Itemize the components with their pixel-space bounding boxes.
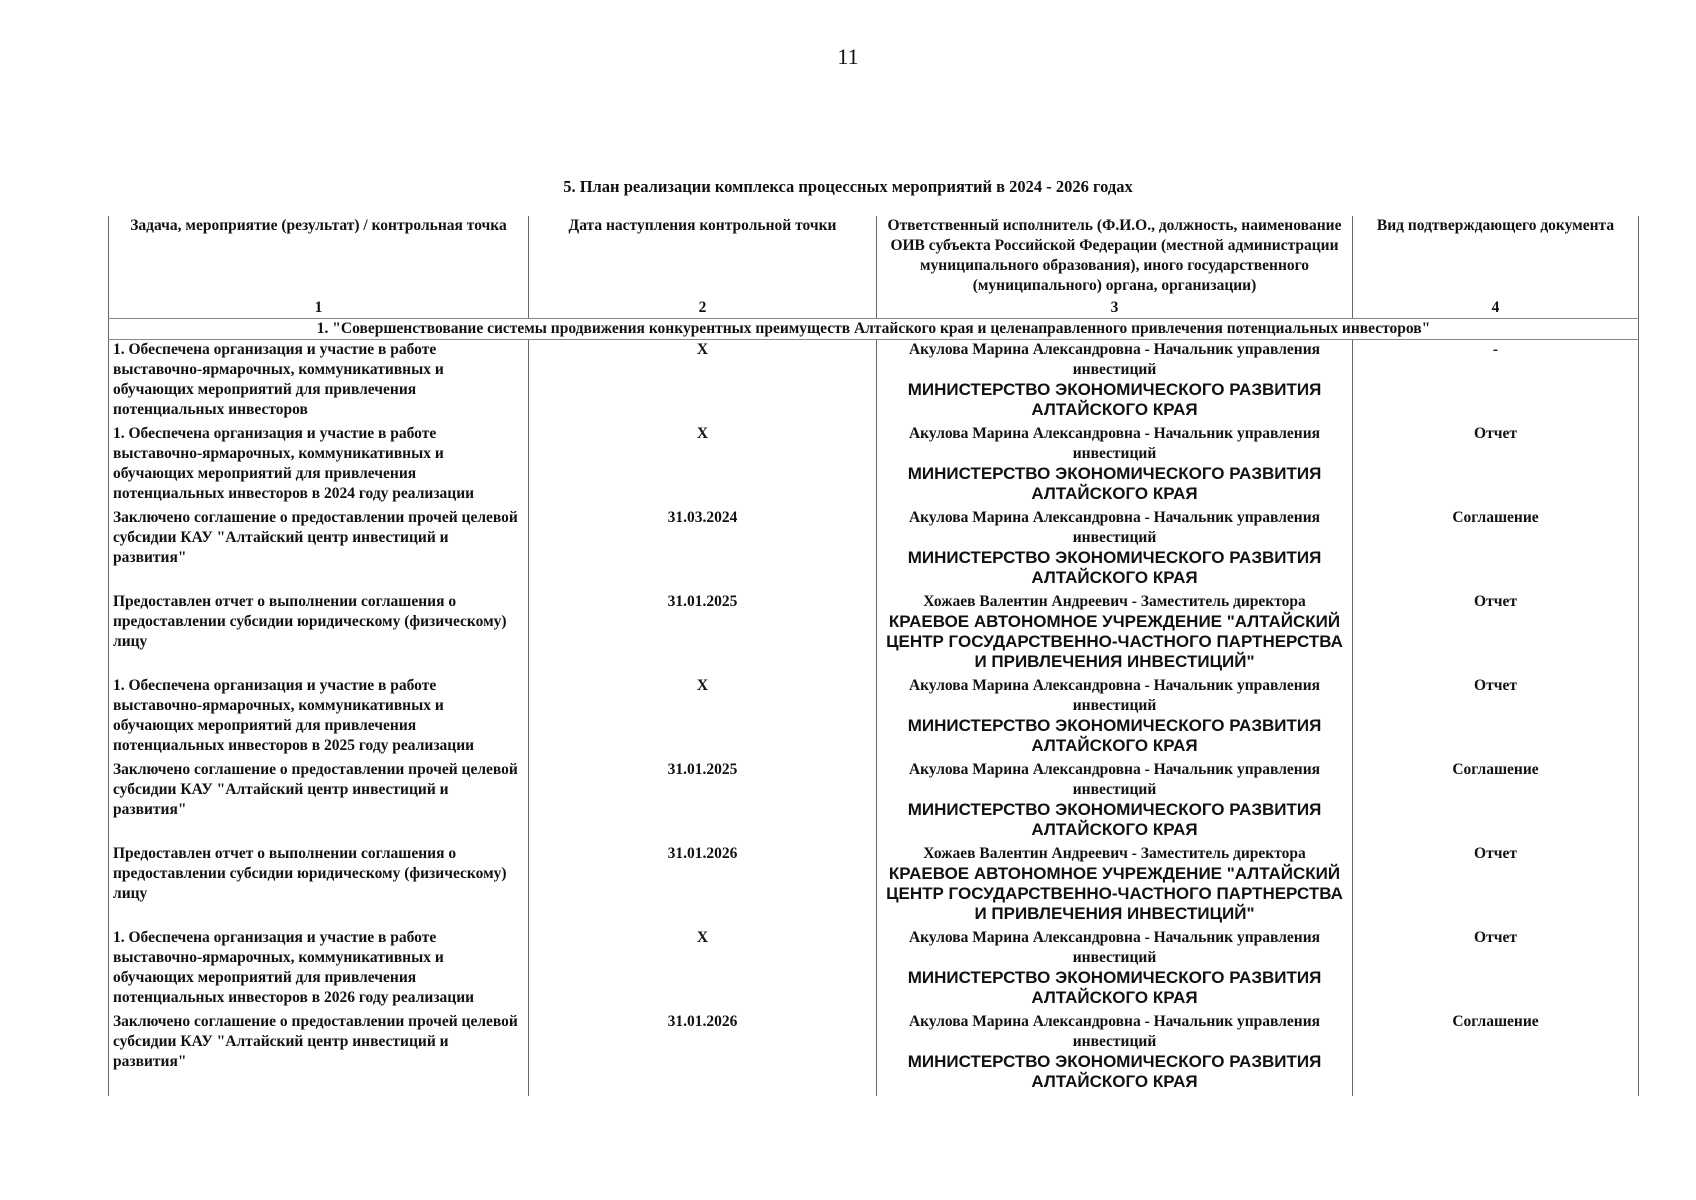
header-date: Дата наступления контрольной точки bbox=[529, 216, 877, 298]
document-type-cell: Отчет bbox=[1353, 928, 1639, 1012]
task-cell: Предоставлен отчет о выполнении соглашения о предоставлении субсидии юридическому (физическому) лицу bbox=[109, 592, 529, 676]
column-number: 2 bbox=[529, 298, 877, 319]
task-cell: Заключено соглашение о предоставлении прочей целевой субсидии КАУ "Алтайский центр инвестиций и развития" bbox=[109, 760, 529, 844]
responsible-cell bbox=[877, 676, 1353, 760]
document-type-cell: Отчет bbox=[1353, 676, 1639, 760]
responsible-cell bbox=[877, 928, 1353, 1012]
task-cell: 1. Обеспечена организация и участие в работе выставочно-ярмарочных, коммуникативных и обучающих мероприятий для привлечения потенциальных инвесторов в 2026 году реализации bbox=[109, 928, 529, 1012]
task-cell: Предоставлен отчет о выполнении соглашения о предоставлении субсидии юридическому (физическому) лицу bbox=[109, 844, 529, 928]
page-number: 11 bbox=[837, 44, 859, 69]
document-type-cell: Соглашение bbox=[1353, 1012, 1639, 1096]
column-number: 3 bbox=[877, 298, 1353, 319]
responsible-cell bbox=[877, 760, 1353, 844]
header-responsible: Ответственный исполнитель (Ф.И.О., должность, наименование ОИВ субъекта Российской Федерации (местной администрации муниципального образования), иного государственного (муниципального) органа, организации) bbox=[877, 216, 1353, 298]
date-cell: 31.01.2025 bbox=[529, 592, 877, 676]
date-cell: 31.03.2024 bbox=[529, 508, 877, 592]
document-type-cell: Соглашение bbox=[1353, 508, 1639, 592]
responsible-cell bbox=[877, 592, 1353, 676]
responsible-person: Акулова Марина Александровна - Начальник управления инвестиций bbox=[908, 929, 1321, 966]
document-type-cell: - bbox=[1353, 340, 1639, 425]
responsible-cell bbox=[877, 340, 1353, 425]
responsible-organization: КРАЕВОЕ АВТОНОМНОЕ УЧРЕЖДЕНИЕ "АЛТАЙСКИЙ ЦЕНТР ГОСУДАРСТВЕННО-ЧАСТНОГО ПАРТНЕРСТВА И ПРИВЛЕЧЕНИЯ ИНВЕСТИЦИЙ" bbox=[886, 864, 1343, 923]
document-type-cell: Отчет bbox=[1353, 844, 1639, 928]
table-row bbox=[109, 592, 1639, 676]
task-cell: Заключено соглашение о предоставлении прочей целевой субсидии КАУ "Алтайский центр инвестиций и развития" bbox=[109, 1012, 529, 1096]
responsible-cell bbox=[877, 508, 1353, 592]
responsible-organization: КРАЕВОЕ АВТОНОМНОЕ УЧРЕЖДЕНИЕ "АЛТАЙСКИЙ ЦЕНТР ГОСУДАРСТВЕННО-ЧАСТНОГО ПАРТНЕРСТВА И ПРИВЛЕЧЕНИЯ ИНВЕСТИЦИЙ" bbox=[886, 612, 1343, 671]
responsible-person: Хожаев Валентин Андреевич - Заместитель директора bbox=[923, 593, 1306, 610]
responsible-person: Акулова Марина Александровна - Начальник управления инвестиций bbox=[908, 425, 1321, 462]
column-number: 1 bbox=[109, 298, 529, 319]
responsible-organization: МИНИСТЕРСТВО ЭКОНОМИЧЕСКОГО РАЗВИТИЯ АЛТАЙСКОГО КРАЯ bbox=[907, 968, 1322, 1007]
document-type-cell: Соглашение bbox=[1353, 760, 1639, 844]
header-document-type: Вид подтверждающего документа bbox=[1353, 216, 1639, 298]
header-task: Задача, мероприятие (результат) / контрольная точка bbox=[109, 216, 529, 298]
task-cell: 1. Обеспечена организация и участие в работе выставочно-ярмарочных, коммуникативных и обучающих мероприятий для привлечения потенциальных инвесторов bbox=[109, 340, 529, 425]
task-cell: 1. Обеспечена организация и участие в работе выставочно-ярмарочных, коммуникативных и обучающих мероприятий для привлечения потенциальных инвесторов в 2025 году реализации bbox=[109, 676, 529, 760]
responsible-cell bbox=[877, 844, 1353, 928]
responsible-person: Хожаев Валентин Андреевич - Заместитель директора bbox=[923, 845, 1306, 862]
responsible-cell bbox=[877, 424, 1353, 508]
table-row bbox=[109, 340, 1639, 425]
date-cell: X bbox=[529, 676, 877, 760]
table-row bbox=[109, 928, 1639, 1012]
table-row bbox=[109, 424, 1639, 508]
date-cell: 31.01.2025 bbox=[529, 760, 877, 844]
table-row bbox=[109, 844, 1639, 928]
responsible-cell bbox=[877, 1012, 1353, 1096]
task-cell: 1. Обеспечена организация и участие в работе выставочно-ярмарочных, коммуникативных и обучающих мероприятий для привлечения потенциальных инвесторов в 2024 году реализации bbox=[109, 424, 529, 508]
column-numbers-row bbox=[109, 298, 1639, 319]
section-title: 1. "Совершенствование системы продвижения конкурентных преимуществ Алтайского края и целенаправленного привлечения потенциальных инвесторов" bbox=[109, 319, 1639, 340]
responsible-person: Акулова Марина Александровна - Начальник управления инвестиций bbox=[908, 677, 1321, 714]
responsible-organization: МИНИСТЕРСТВО ЭКОНОМИЧЕСКОГО РАЗВИТИЯ АЛТАЙСКОГО КРАЯ bbox=[907, 1052, 1322, 1091]
document-type-cell: Отчет bbox=[1353, 592, 1639, 676]
task-cell: Заключено соглашение о предоставлении прочей целевой субсидии КАУ "Алтайский центр инвестиций и развития" bbox=[109, 508, 529, 592]
responsible-organization: МИНИСТЕРСТВО ЭКОНОМИЧЕСКОГО РАЗВИТИЯ АЛТАЙСКОГО КРАЯ bbox=[907, 380, 1322, 419]
document-type-cell: Отчет bbox=[1353, 424, 1639, 508]
table-row bbox=[109, 676, 1639, 760]
responsible-person: Акулова Марина Александровна - Начальник управления инвестиций bbox=[908, 1013, 1321, 1050]
table-row bbox=[109, 1012, 1639, 1096]
responsible-person: Акулова Марина Александровна - Начальник управления инвестиций bbox=[908, 509, 1321, 546]
responsible-person: Акулова Марина Александровна - Начальник управления инвестиций bbox=[908, 341, 1321, 378]
responsible-person: Акулова Марина Александровна - Начальник управления инвестиций bbox=[908, 761, 1321, 798]
responsible-organization: МИНИСТЕРСТВО ЭКОНОМИЧЕСКОГО РАЗВИТИЯ АЛТАЙСКОГО КРАЯ bbox=[907, 800, 1322, 839]
document-title: 5. План реализации комплекса процессных мероприятий в 2024 - 2026 годах bbox=[563, 177, 1133, 196]
responsible-organization: МИНИСТЕРСТВО ЭКОНОМИЧЕСКОГО РАЗВИТИЯ АЛТАЙСКОГО КРАЯ bbox=[907, 464, 1322, 503]
plan-table bbox=[108, 216, 1639, 1096]
table-row bbox=[109, 760, 1639, 844]
responsible-organization: МИНИСТЕРСТВО ЭКОНОМИЧЕСКОГО РАЗВИТИЯ АЛТАЙСКОГО КРАЯ bbox=[907, 548, 1322, 587]
section-row bbox=[109, 319, 1639, 340]
table-row bbox=[109, 508, 1639, 592]
responsible-organization: МИНИСТЕРСТВО ЭКОНОМИЧЕСКОГО РАЗВИТИЯ АЛТАЙСКОГО КРАЯ bbox=[907, 716, 1322, 755]
date-cell: X bbox=[529, 424, 877, 508]
table-header-row bbox=[109, 216, 1639, 298]
date-cell: 31.01.2026 bbox=[529, 1012, 877, 1096]
date-cell: 31.01.2026 bbox=[529, 844, 877, 928]
column-number: 4 bbox=[1353, 298, 1639, 319]
date-cell: X bbox=[529, 928, 877, 1012]
date-cell: X bbox=[529, 340, 877, 425]
